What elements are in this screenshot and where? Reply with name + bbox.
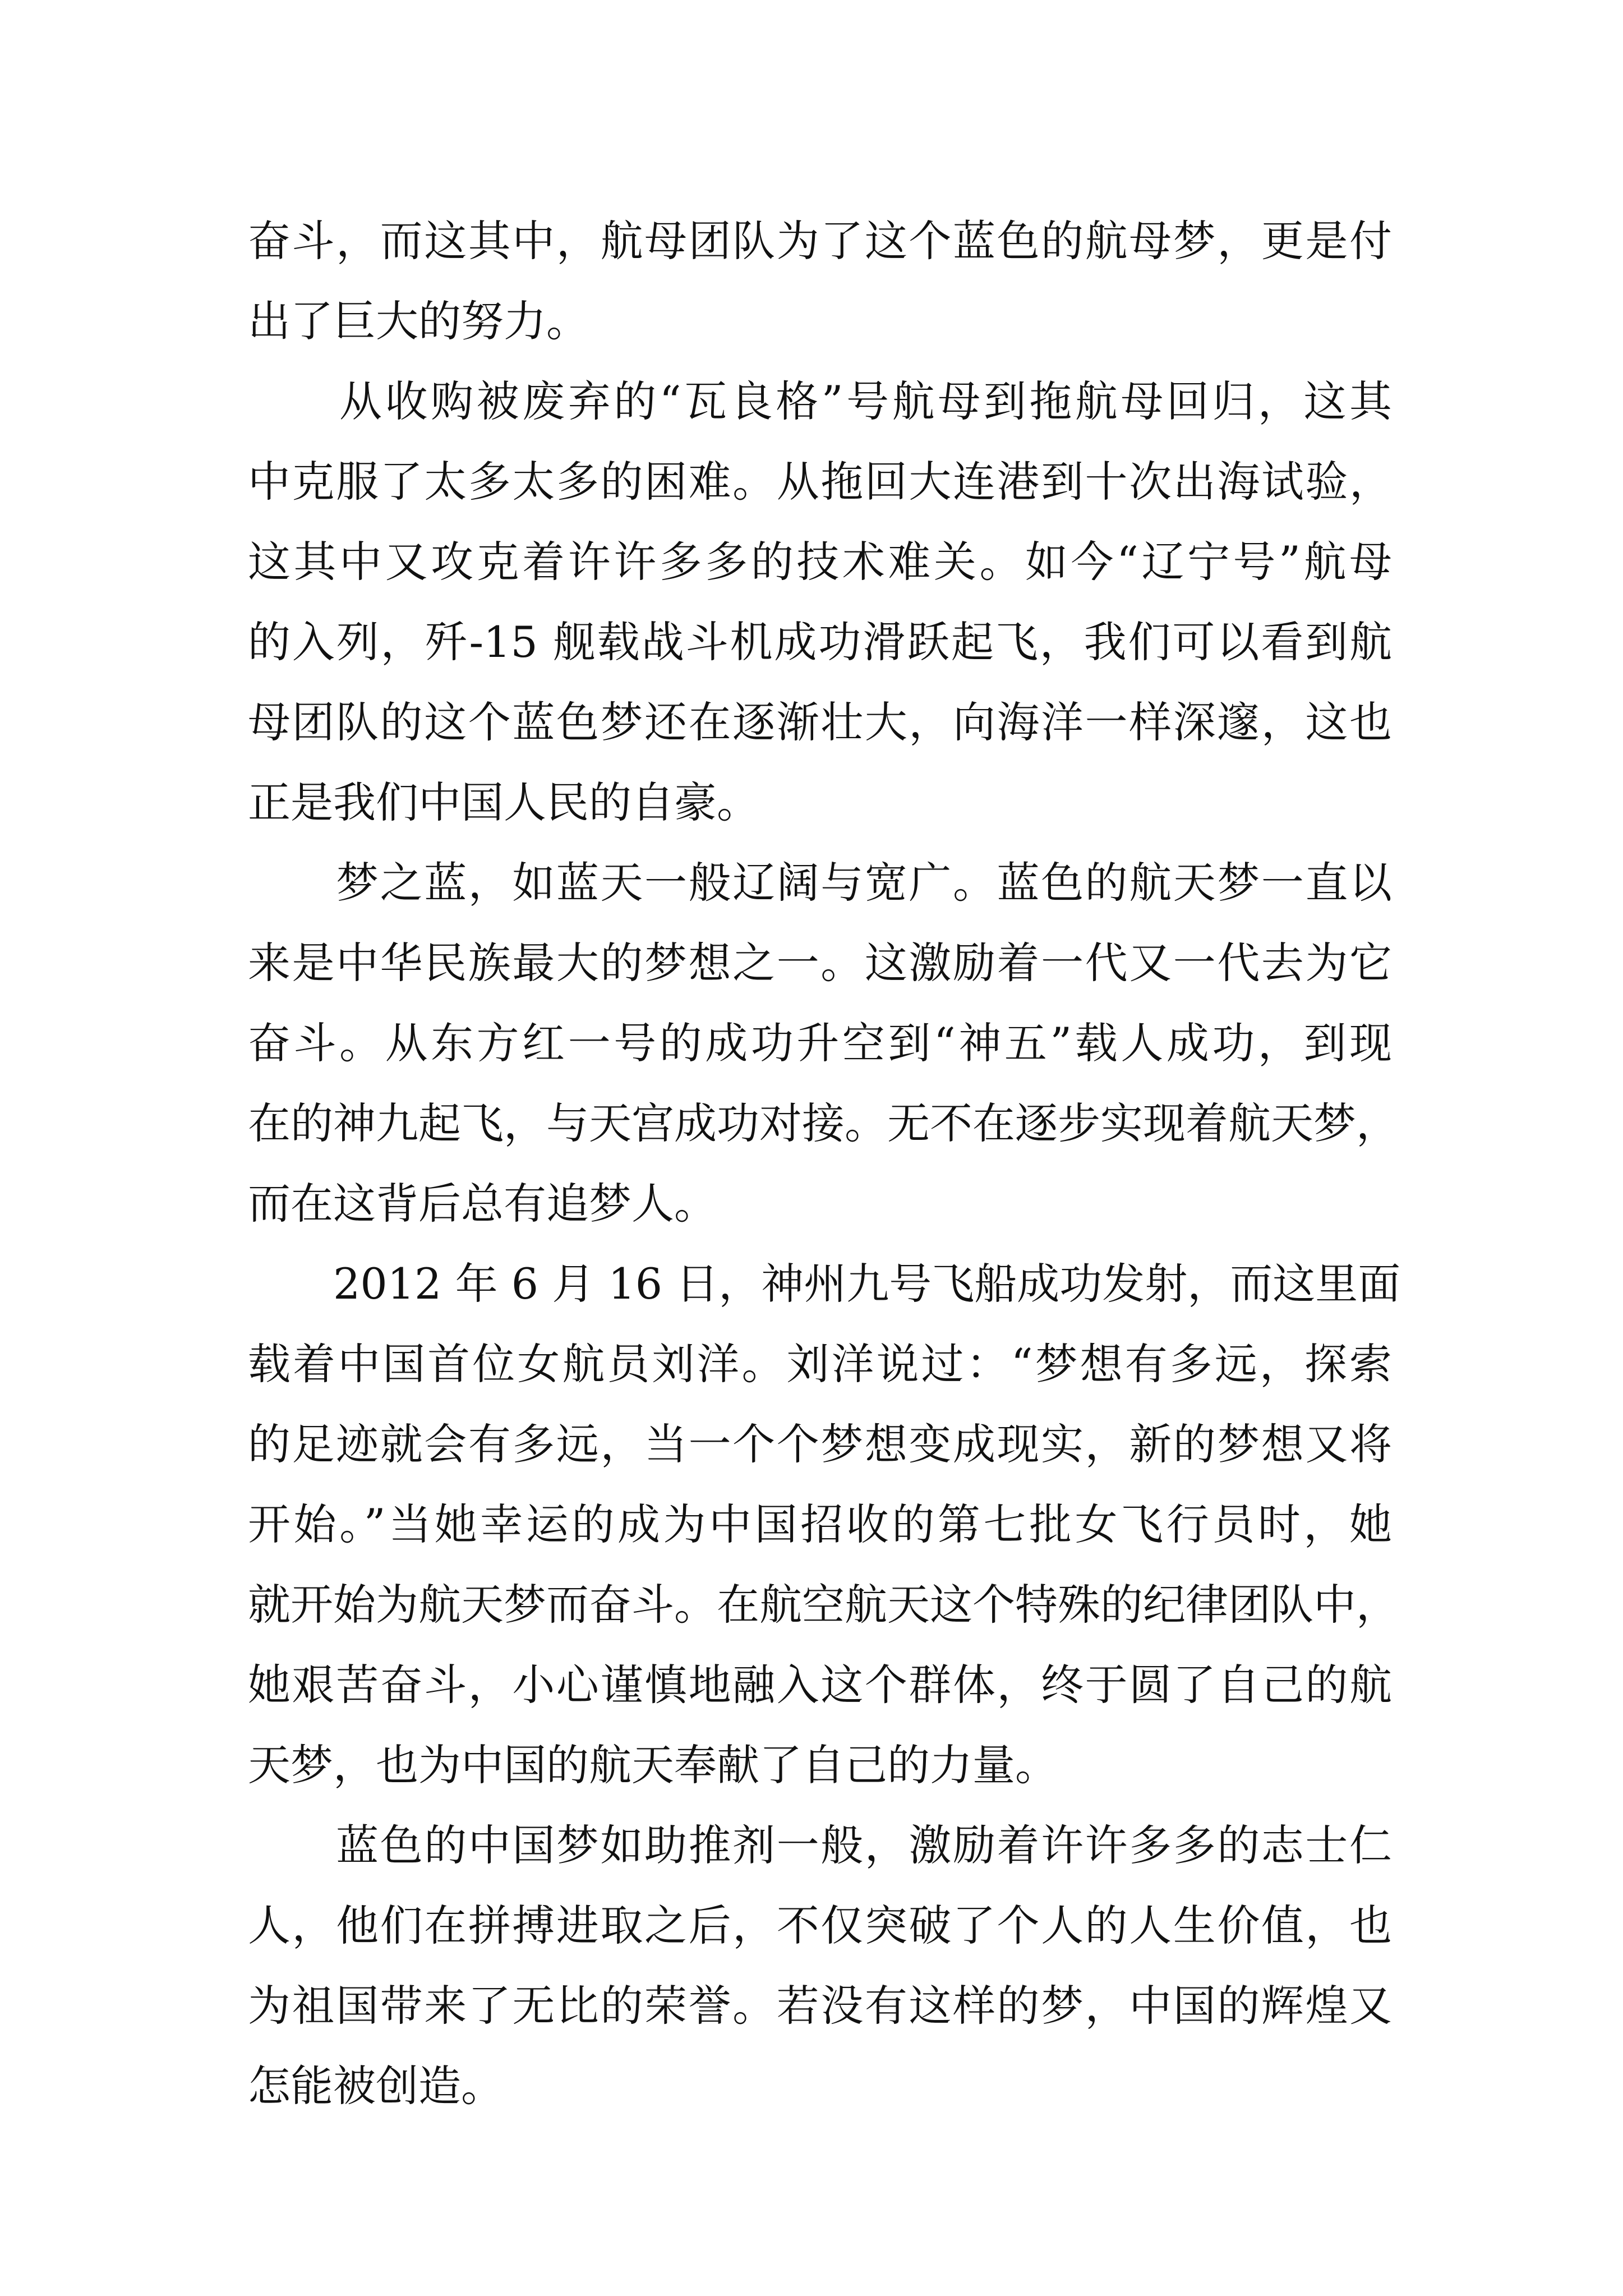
text-line: 正是我们中国人民的自豪。 [248, 777, 759, 827]
text-line: 来是中华民族最大的梦想之一。这激励着一代又一代去为它 [248, 938, 1392, 988]
text-line: 梦之蓝，如蓝天一般辽阔与宽广。蓝色的航天梦一直以 [248, 858, 1392, 908]
paragraph-3 [248, 843, 1399, 1244]
text-line: 就开始为航天梦而奋斗。在航空航天这个特殊的纪律团队中， [248, 1580, 1399, 1630]
text-line: 这其中又攻克着许许多多的技术难关。如今“辽宁号”航母 [248, 537, 1392, 587]
paragraph-5 [248, 1805, 1392, 2126]
text-line: 的足迹就会有多远，当一个个梦想变成现实，新的梦想又将 [248, 1419, 1392, 1469]
text-line: 2012 年 6 月 16 日，神州九号飞船成功发射，而这里面 [248, 1259, 1401, 1309]
text-line: 她艰苦奋斗，小心谨慎地融入这个群体，终于圆了自己的航 [248, 1660, 1392, 1710]
text-line: 人，他们在拼搏进取之后，不仅突破了个人的人生价值，也 [248, 1901, 1392, 1950]
text-line: 为祖国带来了无比的荣誉。若没有这样的梦，中国的辉煌又 [248, 1981, 1392, 2031]
text-line: 出了巨大的努力。 [248, 296, 589, 346]
text-line: 中克服了太多太多的困难。从拖回大连港到十次出海试验， [248, 457, 1392, 507]
text-line: 而在这背后总有追梦人。 [248, 1179, 717, 1228]
text-line: 怎能被创造。 [248, 2061, 504, 2111]
text-line: 奋斗，而这其中，航母团队为了这个蓝色的航母梦，更是付 [248, 216, 1392, 266]
paragraph-1 [248, 201, 1392, 361]
text-line: 的入列，歼-15 舰载战斗机成功滑跃起飞，我们可以看到航 [248, 617, 1392, 667]
paragraph-2 [248, 361, 1392, 843]
text-line: 母团队的这个蓝色梦还在逐渐壮大，向海洋一样深邃，这也 [248, 697, 1392, 747]
text-line: 奋斗。从东方红一号的成功升空到“神五”载人成功，到现 [248, 1018, 1392, 1068]
text-line: 开始。”当她幸运的成为中国招收的第七批女飞行员时，她 [248, 1499, 1392, 1549]
text-line: 从收购被废弃的“瓦良格”号航母到拖航母回归，这其 [248, 376, 1392, 426]
text-line: 蓝色的中国梦如助推剂一般，激励着许许多多的志士仁 [248, 1820, 1392, 1870]
text-line: 在的神九起飞，与天宫成功对接。无不在逐步实现着航天梦， [248, 1098, 1399, 1148]
text-line: 天梦，也为中国的航天奉献了自己的力量。 [248, 1740, 1058, 1790]
body-text [248, 201, 1401, 2126]
text-line: 载着中国首位女航员刘洋。刘洋说过：“梦想有多远，探索 [248, 1339, 1392, 1389]
paragraph-4 [248, 1244, 1401, 1805]
